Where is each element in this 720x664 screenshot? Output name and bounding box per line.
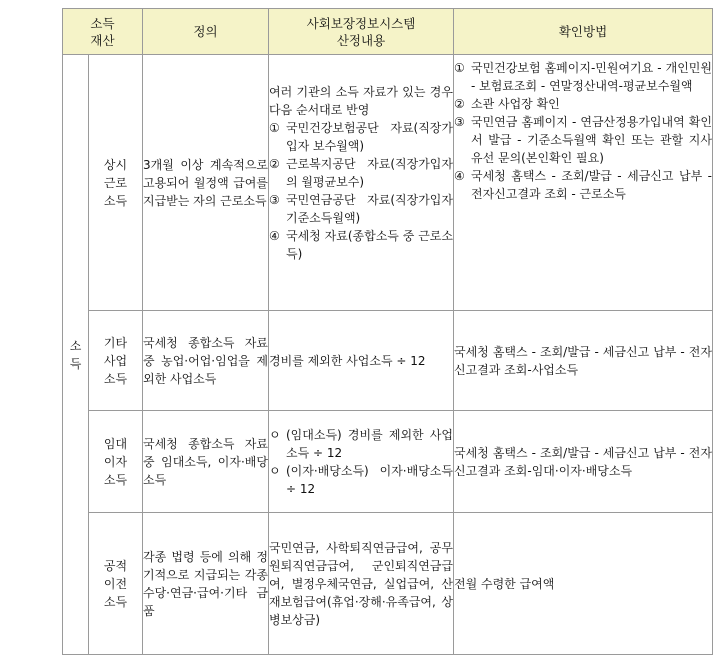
calc-cell	[269, 513, 454, 655]
list-item-text: 국민건강보험공단 자료(직장가입자 보수월액)	[286, 121, 453, 153]
calc-list	[269, 119, 453, 263]
list-item	[269, 227, 453, 263]
table-row-rental-interest-income	[63, 411, 713, 513]
list-item-text: 국세청 홈택스 - 조회/발급 - 세금신고 납부 - 전자신고결과 조회 - 근로소득	[471, 169, 712, 201]
definition-text: 국세청 종합소득 자료 중 임대소득, 이자·배당소득	[143, 436, 268, 487]
category-line: 이자	[103, 454, 128, 469]
income-definition-table	[62, 8, 713, 655]
calc-text: 국민연금, 사학퇴직연금급여, 공무원퇴직연금급여, 군인퇴직연금급여, 별정우체국연금, 실업급여, 산재보험급여(휴업·장해·유족급여, 상병보상금)	[269, 540, 453, 627]
list-item-text: 국민건강보험 홈페이지-민원여기요 - 개인민원 - 보험료조회 - 연말정산내역-평균보수월액	[471, 61, 712, 93]
definition-text: 3개월 이상 계속적으로 고용되어 월정액 급여를 지급받는 자의 근로소득	[143, 157, 268, 208]
category-cell	[89, 311, 143, 411]
list-marker: ③	[269, 193, 280, 207]
list-item	[454, 167, 712, 203]
calc-intro-text: 여러 기관의 소득 자료가 있는 경우 다음 순서대로 반영	[269, 85, 453, 117]
table-row-public-transfer-income	[63, 513, 713, 655]
definition-cell	[143, 411, 269, 513]
header-income-property	[63, 9, 143, 55]
list-marker: ㅇ	[269, 427, 281, 442]
verify-list	[454, 59, 712, 203]
definition-cell	[143, 311, 269, 411]
definition-text: 각종 법령 등에 의해 정기적으로 지급되는 각종 수당·연금·급여·기타 금품	[143, 549, 268, 618]
category-line: 상시	[103, 157, 128, 172]
verify-text: 전월 수령한 급여액	[454, 576, 555, 591]
definition-text: 국세청 종합소득 자료 중 농업·어업·임업을 제외한 사업소득	[143, 335, 268, 386]
list-marker: ④	[454, 169, 465, 183]
verify-cell	[454, 513, 713, 655]
list-marker: ㅇ	[269, 463, 281, 478]
list-item-text: 국민연금공단 자료(직장가입자 기준소득월액)	[286, 193, 453, 225]
list-item	[454, 113, 712, 167]
category-line: 기타	[103, 335, 128, 350]
header-calc-line1: 사회보장정보시스템	[306, 15, 416, 31]
category-line: 소득	[103, 472, 128, 487]
category-line: 이전	[103, 576, 128, 591]
category-cell	[89, 411, 143, 513]
verify-cell	[454, 311, 713, 411]
list-item	[269, 155, 453, 191]
list-item	[269, 426, 453, 462]
header-verify: 확인방법	[454, 9, 713, 55]
category-line: 임대	[103, 436, 128, 451]
group-label-income	[63, 55, 89, 655]
list-marker: ①	[454, 61, 465, 75]
list-marker: ②	[269, 157, 280, 171]
header-income-label: 소득	[90, 15, 115, 31]
list-marker: ④	[269, 229, 280, 243]
category-line: 소득	[103, 193, 128, 208]
verify-cell	[454, 55, 713, 311]
verify-text: 국세청 홈택스 - 조회/발급 - 세금신고 납부 - 전자신고결과 조회-임대·이자·배당소득	[454, 445, 712, 478]
header-row	[63, 9, 713, 55]
list-item	[269, 191, 453, 227]
table-row-other-business-income	[63, 311, 713, 411]
list-item	[269, 462, 453, 498]
list-item-text: (이자·배당소득) 이자·배당소득 ÷ 12	[286, 463, 453, 496]
list-item-text: 국민연금 홈페이지 - 연금산정용가입내역 확인서 발급 - 기준소득월액 확인 또는 관할 지사 유선 문의(본인확인 필요)	[471, 115, 712, 165]
calc-cell	[269, 311, 454, 411]
verify-text: 국세청 홈택스 - 조회/발급 - 세금신고 납부 - 전자신고결과 조회-사업소득	[454, 344, 712, 377]
calc-text: 경비를 제외한 사업소득 ÷ 12	[269, 353, 426, 368]
list-marker: ③	[454, 115, 465, 129]
header-calc-line2: 산정내용	[336, 32, 386, 48]
category-line: 소득	[103, 594, 128, 609]
category-cell	[89, 513, 143, 655]
calc-list	[269, 426, 453, 498]
category-line: 공적	[103, 558, 128, 573]
header-calc	[269, 9, 454, 55]
verify-cell	[454, 411, 713, 513]
category-line: 소득	[103, 371, 128, 386]
category-cell	[89, 55, 143, 311]
definition-cell	[143, 513, 269, 655]
category-line: 사업	[103, 353, 128, 368]
list-item	[269, 119, 453, 155]
definition-cell	[143, 55, 269, 311]
calc-cell	[269, 55, 454, 311]
header-definition: 정의	[143, 9, 269, 55]
header-property-label: 재산	[90, 32, 115, 48]
list-item	[454, 59, 712, 95]
table-row-regular-earned-income	[63, 55, 713, 311]
category-line: 근로	[103, 175, 128, 190]
list-item-text: 소관 사업장 확인	[471, 97, 560, 111]
list-item-text: (임대소득) 경비를 제외한 사업소득 ÷ 12	[286, 427, 453, 460]
list-marker: ①	[269, 121, 280, 135]
list-item	[454, 95, 712, 113]
group-label-text: 소득	[69, 338, 82, 371]
list-item-text: 국세청 자료(종합소득 중 근로소득)	[286, 229, 453, 261]
list-item-text: 근로복지공단 자료(직장가입자의 월평균보수)	[286, 157, 453, 189]
calc-cell	[269, 411, 454, 513]
list-marker: ②	[454, 97, 465, 111]
